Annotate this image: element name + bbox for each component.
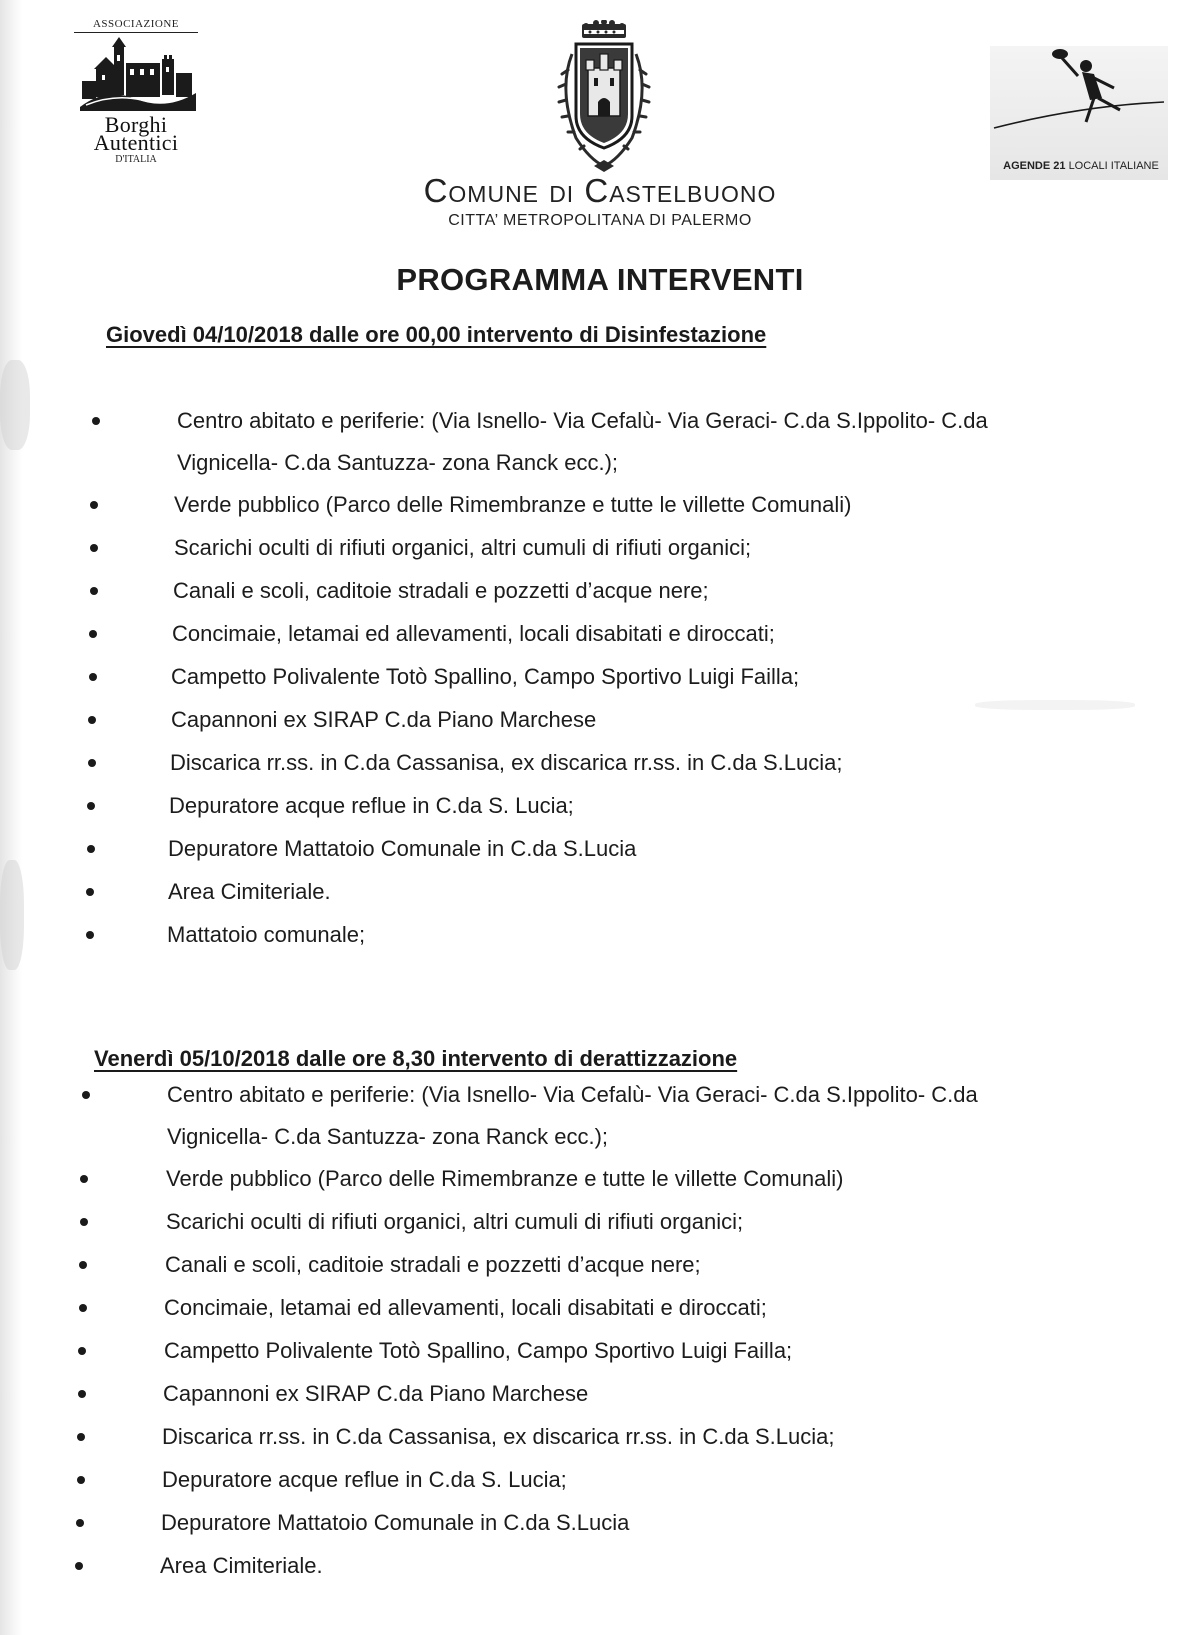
bullet-icon [77,1476,85,1484]
bullet-icon [76,1519,84,1527]
bullet-icon [78,1347,86,1355]
bullet-list-derattizzazione [82,1084,978,1148]
comune-title: Comune di Castelbuono [423,172,777,209]
logo-ditalia-text: D'ITALIA [115,154,157,165]
list-item: Discarica rr.ss. in C.da Cassanisa, ex discarica rr.ss. in C.da S.Lucia; [80,1426,843,1469]
bullet-list-derattizzazione-cont [80,1168,843,1598]
logo-borghi-text: Borghi [104,112,168,137]
section-heading-giovedi: Giovedì 04/10/2018 dalle ore 00,00 intervento di Disinfestazione [106,322,767,347]
scan-noise [0,860,24,970]
logo-assoc-text: ASSOCIAZIONE [74,18,198,33]
list-item: Depuratore acque reflue in C.da S. Lucia; [80,1469,843,1512]
castle-crest-icon [554,20,654,176]
village-icon [66,37,206,115]
bullet-icon [90,501,98,509]
list-item: Concimaie, letamai ed allevamenti, locali disabitati e diroccati; [90,623,851,666]
list-item: Capannoni ex SIRAP C.da Piano Marchese [80,1383,843,1426]
bullet-icon [92,417,100,425]
list-item: Discarica rr.ss. in C.da Cassanisa, ex discarica rr.ss. in C.da S.Lucia; [90,752,851,795]
scan-noise [0,360,30,450]
bullet-icon [78,1390,86,1398]
bullet-icon [79,1304,87,1312]
list-item: Centro abitato e periferie: (Via Isnello- Via Cefalù- Via Geraci- C.da S.Ippolito- C.da Vignicella- C.da Santuzza- zona Ranck ecc.); [82,1084,978,1148]
list-item: Depuratore Mattatoio Comunale in C.da S.Lucia [90,838,851,881]
bullet-icon [86,931,94,939]
list-item: Campetto Polivalente Totò Spallino, Campo Sportivo Luigi Failla; [80,1340,843,1383]
list-item: Campetto Polivalente Totò Spallino, Campo Sportivo Luigi Failla; [90,666,851,709]
list-item: Area Cimiteriale. [90,881,851,924]
agende-21-logo [990,46,1168,180]
bullet-icon [89,673,97,681]
scan-edge-shadow [0,0,22,1635]
bullet-icon [75,1562,83,1570]
list-item: Depuratore Mattatoio Comunale in C.da S.Lucia [80,1512,843,1555]
bullet-icon [80,1175,88,1183]
bullet-icon [88,759,96,767]
bullet-icon [82,1091,90,1099]
list-item: Canali e scoli, caditoie stradali e pozzetti d’acque nere; [80,1254,843,1297]
bullet-icon [87,845,95,853]
bullet-icon [79,1261,87,1269]
list-item: Verde pubblico (Parco delle Rimembranze e tutte le villette Comunali) [80,1168,843,1211]
bullet-icon [86,888,94,896]
bullet-list-disinfestazione-cont [90,494,851,967]
list-item: Mattatoio comunale; [90,924,851,967]
bullet-icon [77,1433,85,1441]
borghi-autentici-logo [66,18,206,178]
bullet-icon [80,1218,88,1226]
scan-noise [975,700,1135,710]
agende-21-text: AGENDE 21 LOCALI ITALIANE [1003,160,1159,172]
tightrope-walker-icon [990,46,1168,156]
page-title: PROGRAMMA INTERVENTI [396,262,804,297]
list-item: Capannoni ex SIRAP C.da Piano Marchese [90,709,851,752]
list-item: Depuratore acque reflue in C.da S. Lucia; [90,795,851,838]
list-item: Scarichi oculti di rifiuti organici, altri cumuli di rifiuti organici; [80,1211,843,1254]
bullet-icon [90,587,98,595]
list-item: Area Cimiteriale. [80,1555,843,1598]
list-item: Canali e scoli, caditoie stradali e pozzetti d’acque nere; [90,580,851,623]
bullet-icon [87,802,95,810]
section-heading-venerdi: Venerdì 05/10/2018 dalle ore 8,30 intervento di derattizzazione [94,1046,738,1071]
logo-autentici-text: Autentici [93,130,179,155]
citta-subtitle: CITTA’ METROPOLITANA DI PALERMO [448,212,752,229]
list-item: Scarichi oculti di rifiuti organici, altri cumuli di rifiuti organici; [90,537,851,580]
bullet-icon [88,716,96,724]
list-item: Concimaie, letamai ed allevamenti, locali disabitati e diroccati; [80,1297,843,1340]
list-item: Centro abitato e periferie: (Via Isnello- Via Cefalù- Via Geraci- C.da S.Ippolito- C.da Vignicella- C.da Santuzza- zona Ranck ecc.); [92,410,988,474]
bullet-icon [90,544,98,552]
bullet-list-disinfestazione [92,410,988,474]
list-item: Verde pubblico (Parco delle Rimembranze e tutte le villette Comunali) [90,494,851,537]
bullet-icon [89,630,97,638]
